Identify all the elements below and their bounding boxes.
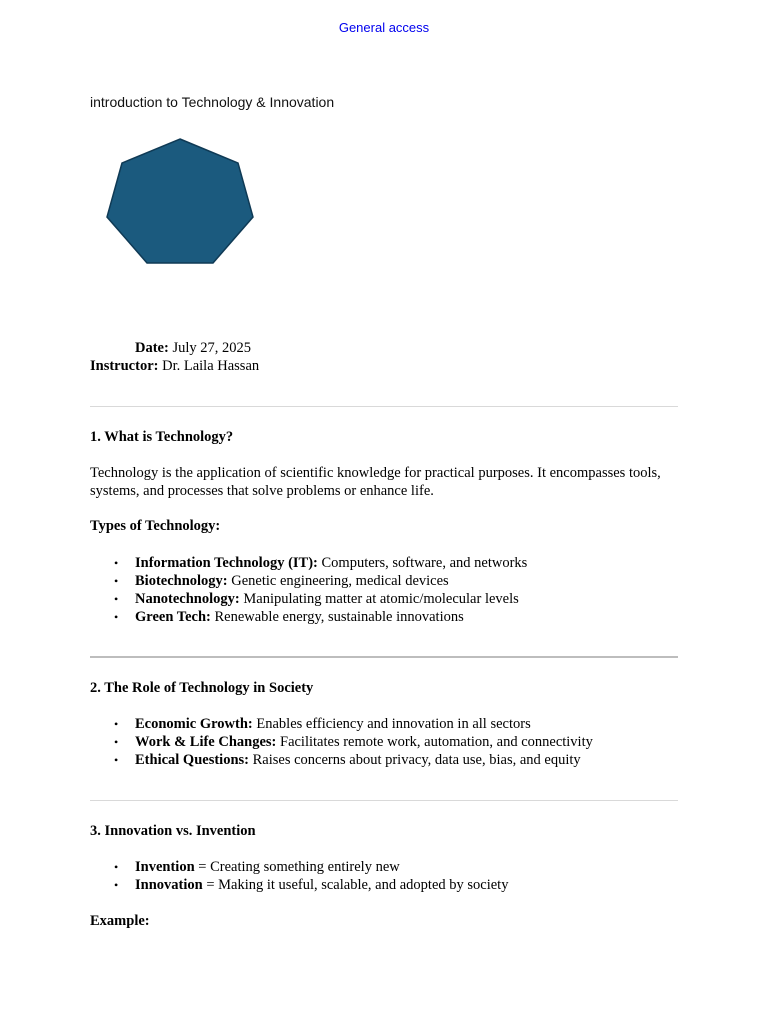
document-title: introduction to Technology & Innovation xyxy=(90,94,335,110)
technology-types-list xyxy=(90,554,527,626)
horizontal-rule xyxy=(90,800,678,801)
list-item xyxy=(90,608,527,626)
section-heading: 1. What is Technology? xyxy=(90,429,234,445)
bullet-icon: • xyxy=(114,610,119,624)
list-item xyxy=(90,572,527,590)
date-value: July 27, 2025 xyxy=(172,340,251,356)
bullet-icon: • xyxy=(114,860,119,874)
list-item xyxy=(90,858,508,876)
list-item xyxy=(90,590,527,608)
bullet-icon: • xyxy=(114,735,119,749)
item-term: Innovation xyxy=(135,877,203,893)
item-term: Work & Life Changes: xyxy=(135,734,277,750)
sensitivity-label: General access xyxy=(338,20,430,35)
bullet-icon: • xyxy=(114,753,119,767)
list-item xyxy=(90,751,593,769)
example-label: Example: xyxy=(90,913,150,929)
item-text: Manipulating matter at atomic/molecular levels xyxy=(239,591,519,607)
section-heading: 3. Innovation vs. Invention xyxy=(90,823,256,839)
bullet-icon: • xyxy=(114,574,119,588)
instructor-value: Dr. Laila Hassan xyxy=(162,358,260,374)
item-text: Facilitates remote work, automation, and connectivity xyxy=(276,734,593,750)
heptagon-shape xyxy=(105,137,255,265)
paragraph: Technology is the application of scientific knowledge for practical purposes. It encompasses tools, systems, and processes that solve problems or enhance life. xyxy=(90,465,661,499)
bullet-icon: • xyxy=(114,556,119,570)
item-term: Green Tech: xyxy=(135,609,211,625)
list-item xyxy=(90,715,593,733)
instructor-label: Instructor: xyxy=(90,358,159,374)
horizontal-rule xyxy=(90,406,678,407)
item-text: Raises concerns about privacy, data use, bias, and equity xyxy=(249,752,581,768)
list-item xyxy=(90,554,527,572)
item-term: Economic Growth: xyxy=(135,716,253,732)
section-heading: 2. The Role of Technology in Society xyxy=(90,680,314,696)
item-term: Nanotechnology: xyxy=(135,591,240,607)
instructor-line xyxy=(90,357,259,375)
innovation-invention-list xyxy=(90,858,508,894)
bullet-icon: • xyxy=(114,592,119,606)
item-text: Enables efficiency and innovation in all sectors xyxy=(252,716,531,732)
item-term: Biotechnology: xyxy=(135,573,228,589)
item-text: Renewable energy, sustainable innovations xyxy=(210,609,464,625)
society-role-list xyxy=(90,715,593,769)
date-line xyxy=(90,339,251,357)
date-label: Date: xyxy=(135,340,169,356)
list-item xyxy=(90,733,593,751)
bullet-icon: • xyxy=(114,717,119,731)
list-item xyxy=(90,876,508,894)
horizontal-rule xyxy=(90,656,678,658)
item-text: = Creating something entirely new xyxy=(194,859,400,875)
item-text: = Making it useful, scalable, and adopted by society xyxy=(202,877,509,893)
item-term: Information Technology (IT): xyxy=(135,555,318,571)
item-term: Invention xyxy=(135,859,195,875)
item-text: Computers, software, and networks xyxy=(317,555,528,571)
subheading: Types of Technology: xyxy=(90,518,221,534)
bullet-icon: • xyxy=(114,878,119,892)
item-text: Genetic engineering, medical devices xyxy=(227,573,449,589)
item-term: Ethical Questions: xyxy=(135,752,249,768)
